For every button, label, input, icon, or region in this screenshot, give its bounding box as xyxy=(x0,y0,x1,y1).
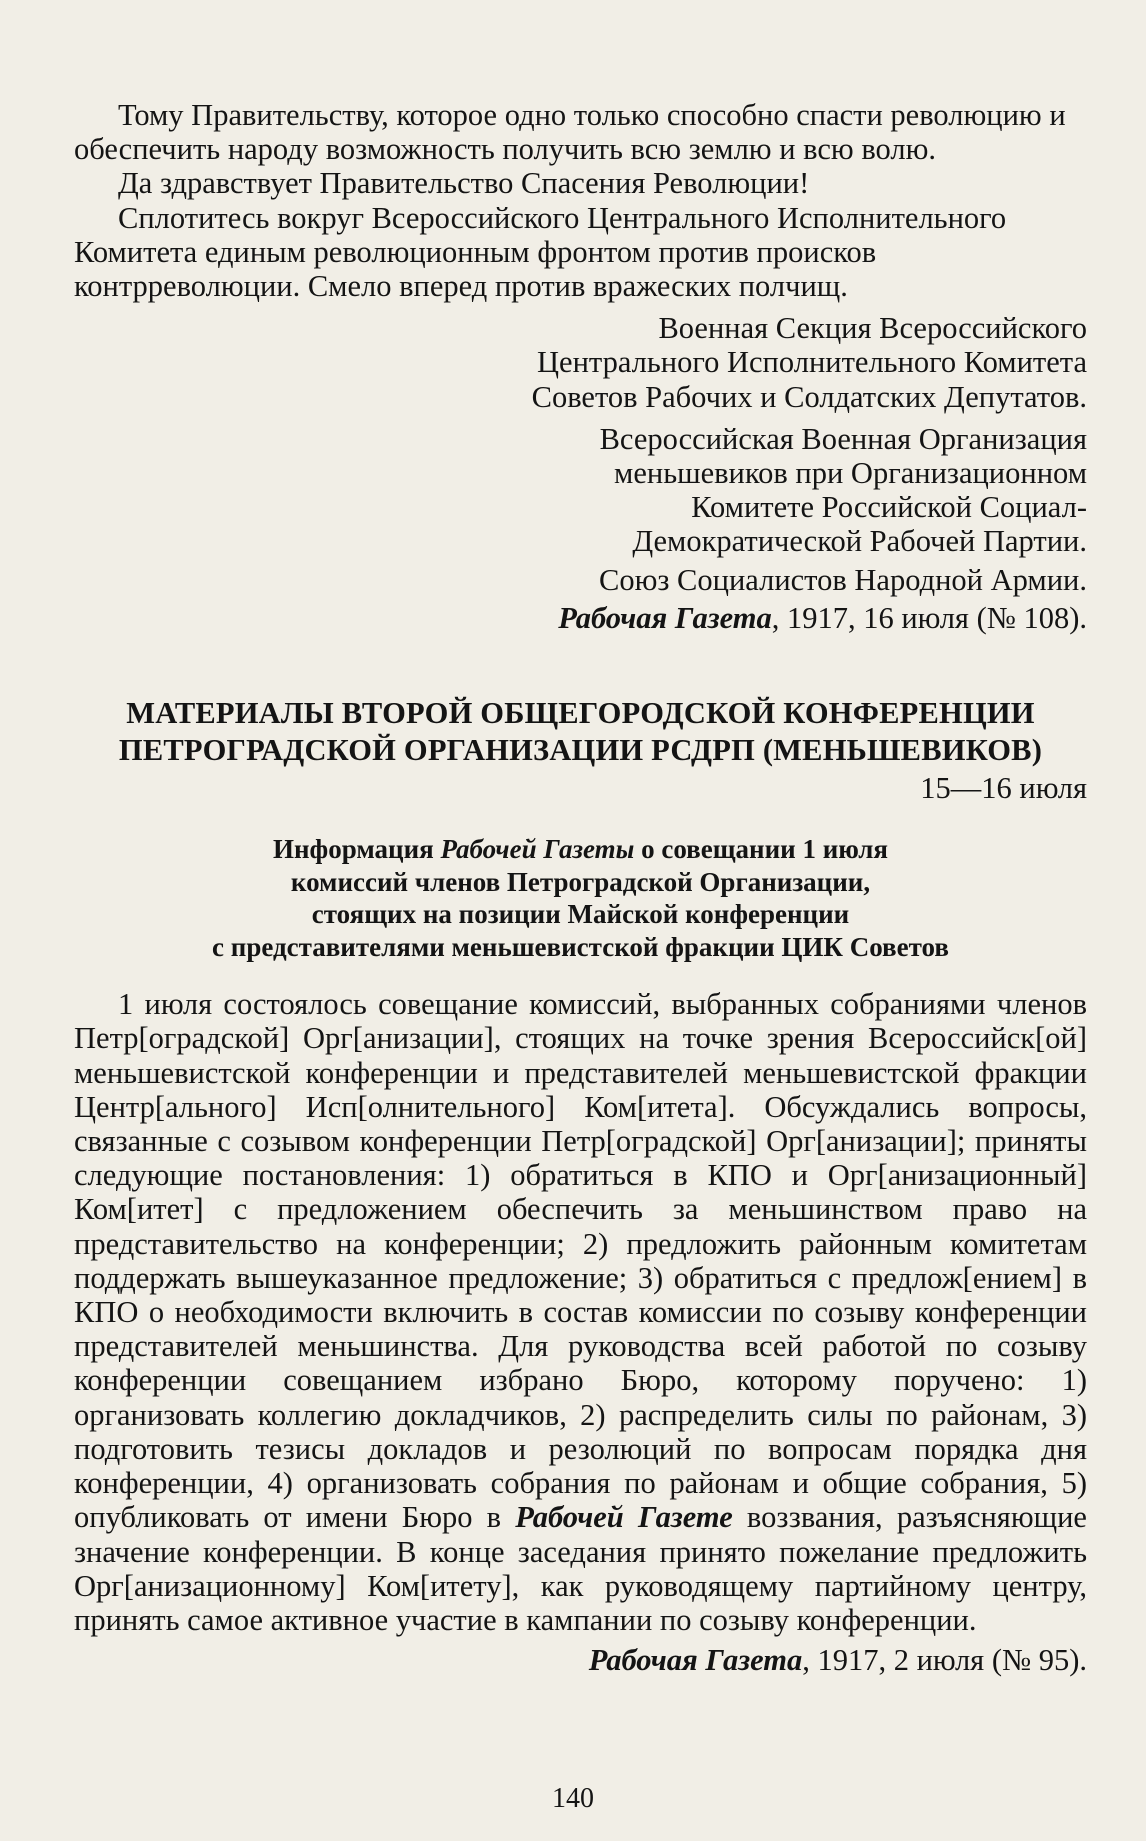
source-citation xyxy=(74,1643,1087,1677)
signature-line: Военная Секция Всероссийского xyxy=(658,311,1087,346)
body-text: 1 июля состоялось совещание комиссий, выбранных собраниями членов Петр[оградской] Орг[анизации], стоящих на точке зрения Всероссийск[ой] меньшевистской конференции и представителей меньшевистской фракции Центр[ального] Исп[олнительного] Ком[итета]. Обсуждались вопросы, связанные с созывом конференции Петр[оградской] Орг[анизации]; приняты следующие постановления: 1) обратиться в КПО и Орг[анизационный] Ком[итет] с предложением обеспечить за меньшинством право на представительство на конференции; 2) предложить районным комитетам поддержать вышеуказанное предложение; 3) обратиться с предлож[ением] в КПО о необходимости включить в состав комиссии по созыву конференции представителей меньшинства. Для руководства всей работой по созыву конференции совещанием избрано Бюро, которому поручено: 1) организовать коллегию докладчиков, 2) распределить силы по районам, 3) подготовить тезисы докладов и резолюций по вопросам порядка дня конференции, 4) организовать собрания по районам и общие собрания, 5) опубликовать от имени Бюро в xyxy=(74,987,1087,1535)
page-number: 140 xyxy=(552,1783,594,1814)
signature-line: Комитете Российской Социал- xyxy=(691,490,1087,525)
newspaper-title: Рабочей Газете xyxy=(515,1500,733,1535)
paragraph: Тому Правительству, которое одно только способно спасти революцию и обеспечить народу возможность получить всю землю и всю волю. xyxy=(74,98,1066,167)
signature-block xyxy=(74,311,1087,414)
signature-block xyxy=(74,422,1087,559)
paragraph: Да здравствует Правительство Спасения Революции! xyxy=(118,166,810,201)
newspaper-title: Рабочая Газета xyxy=(558,600,772,635)
paragraph: Сплотитесь вокруг Всероссийского Центрального Исполнительного Комитета единым революционным фронтом против происков контрреволюции. Смело вперед против вражеских полчищ. xyxy=(74,200,1007,304)
section-dates: 15—16 июля xyxy=(920,771,1087,806)
heading-line: ПЕТРОГРАДСКОЙ ОРГАНИЗАЦИИ РСДРП (МЕНЬШЕВИКОВ) xyxy=(118,733,1043,768)
newspaper-title: Рабочая Газета xyxy=(588,1643,803,1678)
source-citation xyxy=(74,601,1087,635)
newspaper-title: Рабочей Газеты xyxy=(440,834,635,865)
citation-details: , 1917, 2 июля (№ 95). xyxy=(802,1643,1087,1678)
signature-line: Советов Рабочих и Солдатских Депутатов. xyxy=(531,379,1087,414)
subheading-line: с представителями меньшевистской фракции ЦИК Советов xyxy=(212,931,949,962)
signature-line: Демократической Рабочей Партии. xyxy=(632,524,1087,559)
signature-line: меньшевиков при Организационном xyxy=(614,456,1087,491)
citation-details: , 1917, 16 июля (№ 108). xyxy=(771,600,1087,635)
subheading-prefix: Информация xyxy=(273,834,441,865)
signature-line: Всероссийская Военная Организация xyxy=(599,421,1087,456)
signature-line: Союз Социалистов Народной Армии. xyxy=(599,562,1087,597)
subheading xyxy=(74,833,1087,963)
body-text: воззвания, разъясняющие значение конференции. В конце заседания принято пожелание предложить Орг[анизационному] Ком[итету], как руководящему партийному центру, принять самое активное участие в кампании по созыву конференции. xyxy=(74,1500,1087,1637)
body-paragraph xyxy=(74,987,1087,1637)
signature-block xyxy=(74,563,1087,597)
heading-line: МАТЕРИАЛЫ ВТОРОЙ ОБЩЕГОРОДСКОЙ КОНФЕРЕНЦИИ xyxy=(126,696,1035,731)
signature-line: Центрального Исполнительного Комитета xyxy=(537,345,1087,380)
subheading-line: комиссий членов Петроградской Организации, xyxy=(290,866,871,897)
page-content xyxy=(74,98,1087,1677)
subheading-rest: о совещании 1 июля xyxy=(634,834,888,865)
subheading-line: стоящих на позиции Майской конференции xyxy=(311,899,850,930)
section-heading xyxy=(74,695,1087,769)
